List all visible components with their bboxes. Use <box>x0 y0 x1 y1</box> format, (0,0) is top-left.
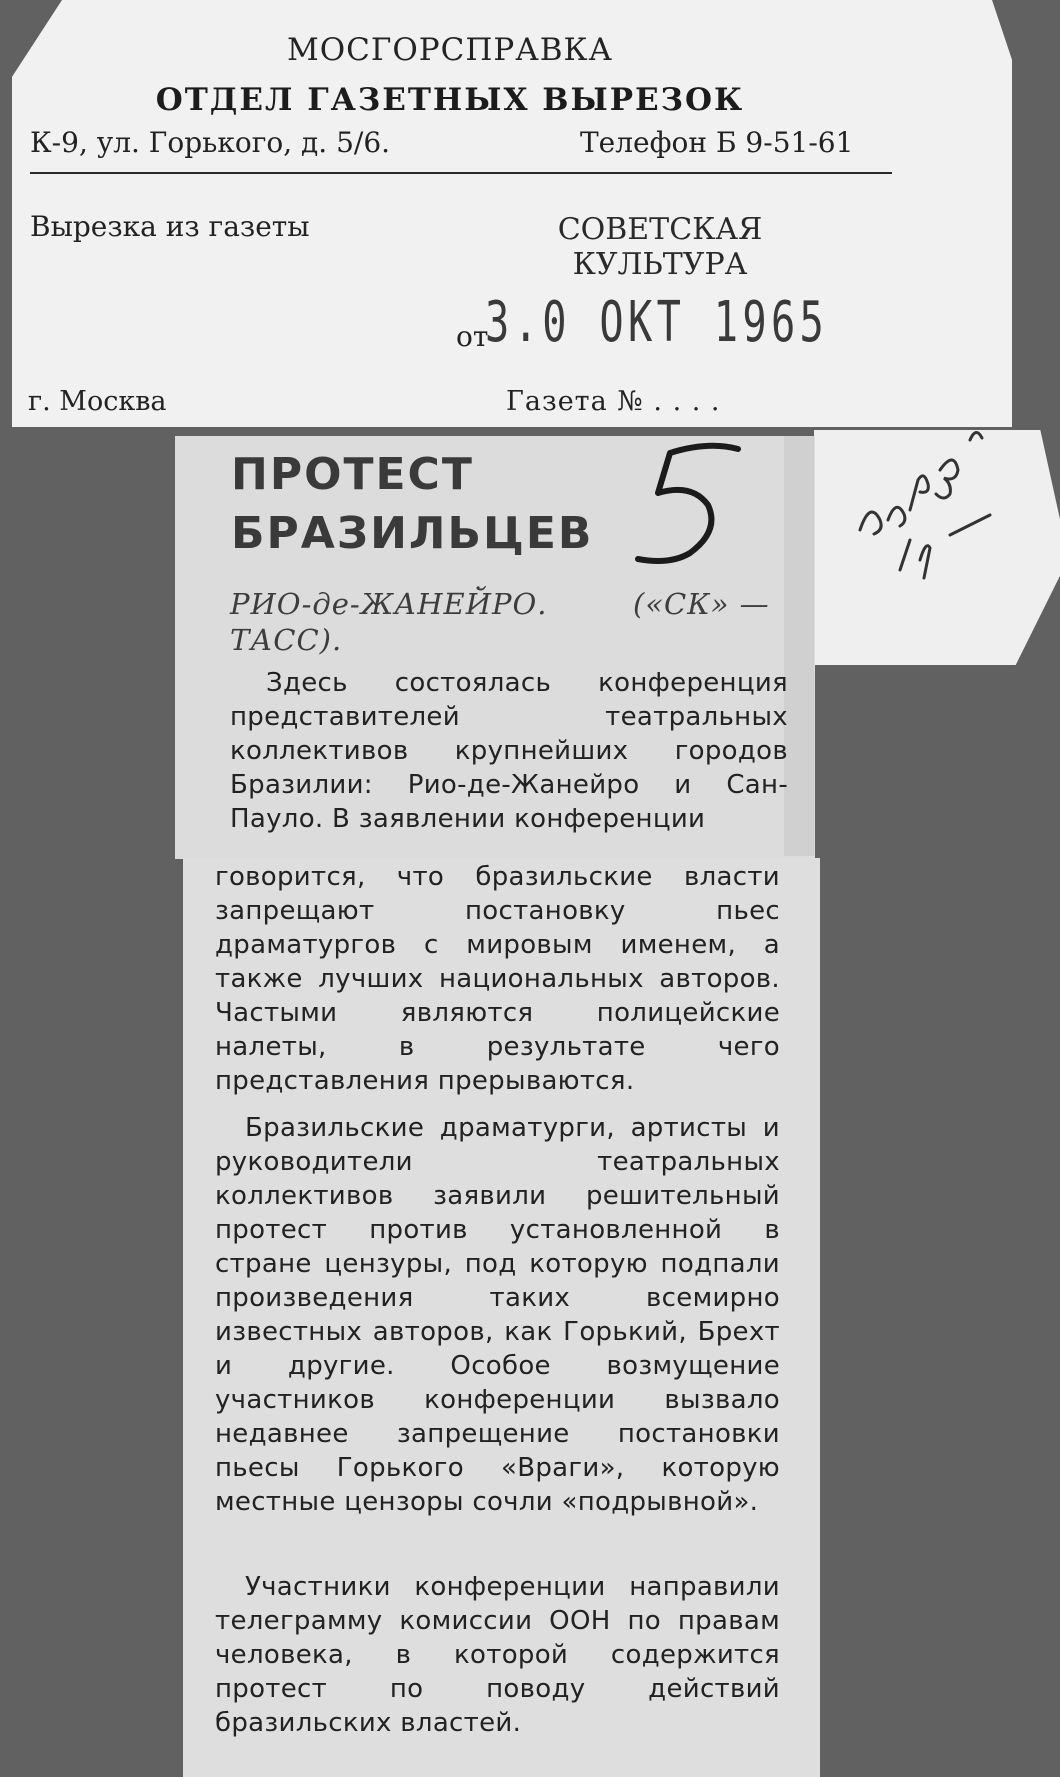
phone: Телефон Б 9-51-61 <box>580 126 854 159</box>
paragraph-1-bottom: говорится, что бразильские власти запрещают постановку пьес драматургов с мировым именем, а также лучших национальных авторов. Частыми являются полицейские налеты, в результате чего представления прерываются. <box>215 862 780 1096</box>
city-label: г. Москва <box>28 386 167 417</box>
address: К-9, ул. Горького, д. 5/6. <box>30 126 391 159</box>
dateline-city: РИО-де-ЖАНЕЙРО. <box>230 587 548 621</box>
paragraph-1-top: Здесь состоялась конференция представителей театральных коллективов крупнейших городов Бразилии: Рио-де-Жанейро и Сан-Пауло. В заявлении конференции <box>230 668 788 834</box>
newspaper-title: СОВЕТСКАЯ КУЛЬТУРА <box>557 212 763 282</box>
gazeta-number-label: Газета № . . . . <box>506 386 721 417</box>
dateline-agency: («СК» — <box>633 587 770 621</box>
article-headline <box>231 445 593 563</box>
headline-line-1: ПРОТЕСТ <box>231 449 474 500</box>
date-prefix: от <box>456 320 489 353</box>
dateline-agency-cont: ТАСС). <box>230 623 343 657</box>
clipping-from-label: Вырезка из газеты <box>30 210 310 243</box>
handwritten-note <box>840 410 1040 590</box>
article-dateline <box>230 586 770 657</box>
clipping-edge <box>784 436 814 856</box>
department-name: ОТДЕЛ ГАЗЕТНЫХ ВЫРЕЗОК <box>155 82 745 118</box>
date-stamp: 3.0 ОКТ 1965 <box>485 290 829 355</box>
paragraph-2: Бразильские драматурги, артисты и руководители театральных коллективов заявили решительный протест против установленной в стране цензуры, под которую подпали произведения таких всемирно известных авторов, как Горький, Брехт и другие. Особое возмущение участников конференции вызвало недавнее запрещение постановки пьесы Горького «Враги», которую местные цензоры сочли «подрывной». <box>215 1113 780 1517</box>
header-rule <box>30 172 892 174</box>
headline-line-2: БРАЗИЛЬЦЕВ <box>231 508 594 559</box>
handwritten-number <box>630 435 750 575</box>
paragraph-3: Участники конференции направили телеграмму комиссии ООН по правам человека, в которой содержится протест по поводу действий бразильских властей. <box>215 1572 780 1738</box>
org-name: МОСГОРСПРАВКА <box>286 32 613 68</box>
